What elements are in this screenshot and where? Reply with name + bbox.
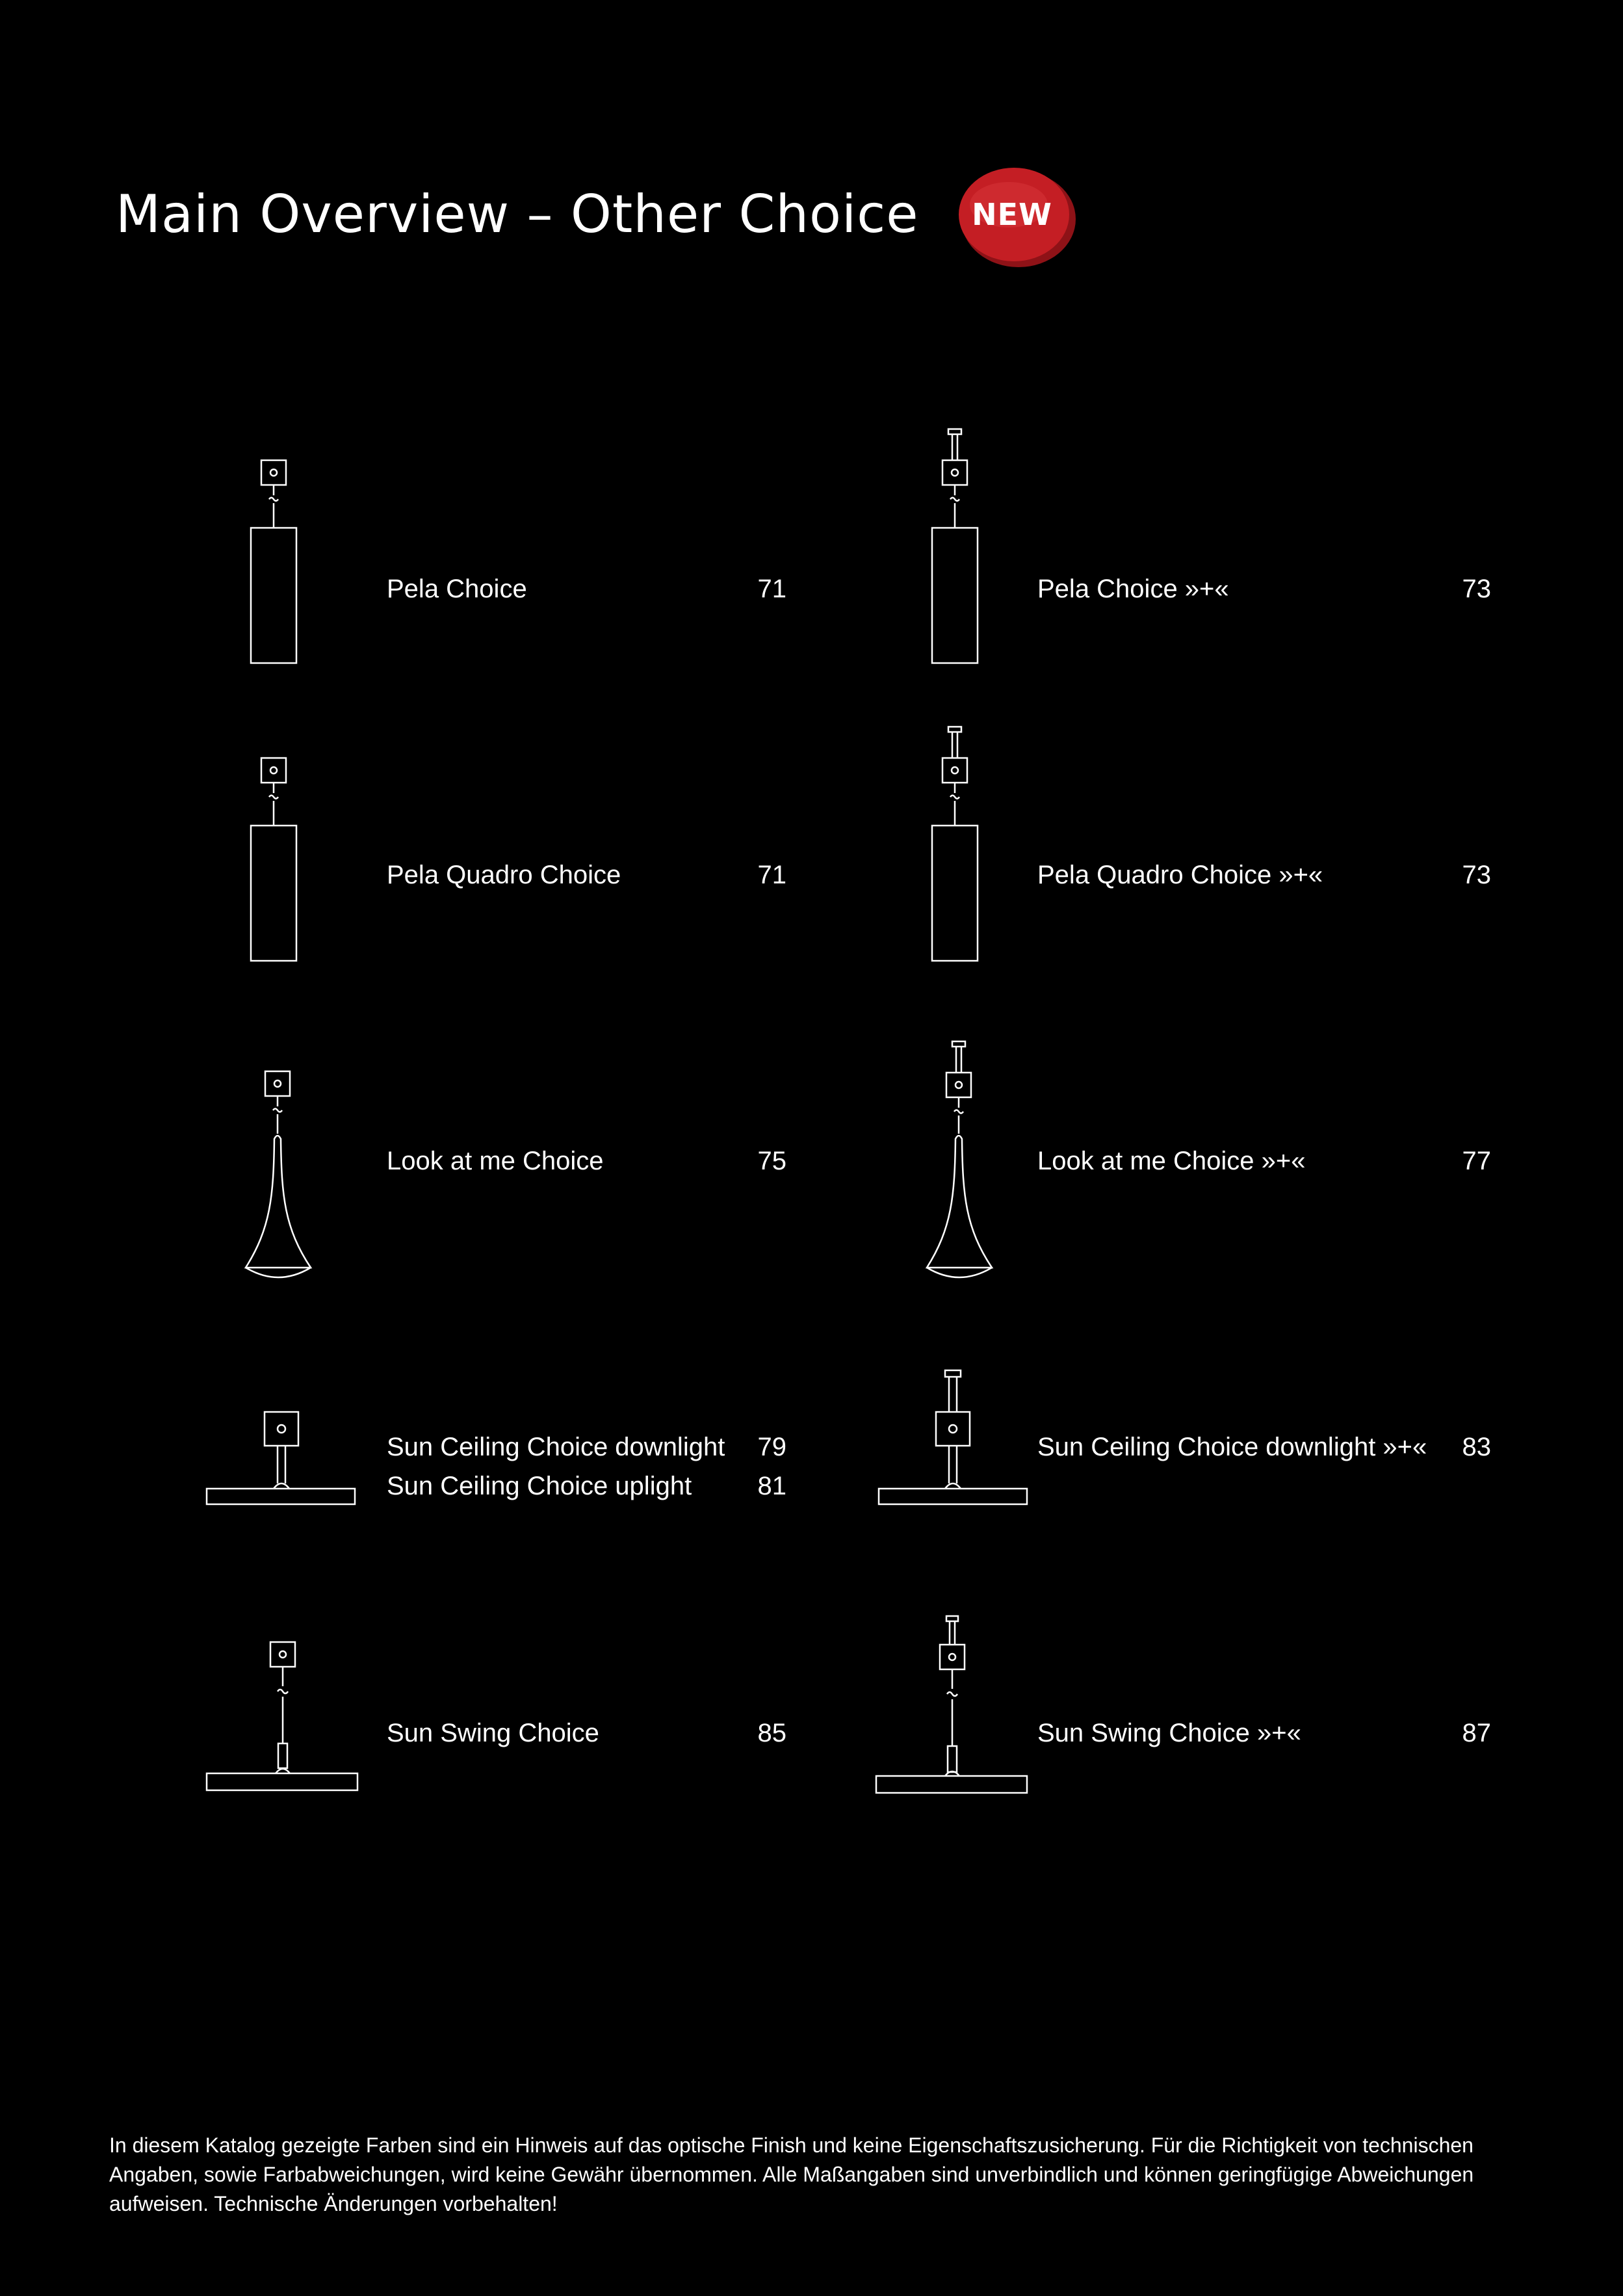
swing-bar-rod-icon (872, 1611, 1031, 1795)
pendant-square-rod-icon (926, 722, 985, 967)
product-name: Pela Choice »+« (1037, 575, 1229, 603)
page-number: 87 (1462, 1719, 1491, 1747)
product-name: Look at me Choice (387, 1147, 604, 1175)
page-number: 85 (757, 1719, 786, 1747)
page-number: 79 (757, 1433, 786, 1461)
page-number: 73 (1462, 575, 1491, 603)
product-name: Sun Ceiling Choice uplight (387, 1472, 692, 1500)
new-badge (957, 166, 1080, 270)
swing-bar-icon (203, 1636, 361, 1792)
pendant-trumpet-rod-icon (922, 1036, 997, 1287)
product-name: Sun Swing Choice (387, 1719, 599, 1747)
page-number: 77 (1462, 1147, 1491, 1175)
product-name: Sun Ceiling Choice downlight (387, 1433, 725, 1461)
product-name: Pela Choice (387, 575, 527, 603)
pendant-trumpet-icon (240, 1066, 316, 1287)
page-number: 75 (757, 1147, 786, 1175)
product-name: Pela Quadro Choice (387, 861, 621, 889)
product-name: Pela Quadro Choice »+« (1037, 861, 1323, 889)
ceiling-bar-rod-icon (875, 1365, 1031, 1508)
page-number: 73 (1462, 861, 1491, 889)
product-name: Look at me Choice »+« (1037, 1147, 1306, 1175)
page-number: 71 (757, 861, 786, 889)
product-name: Sun Ceiling Choice downlight »+« (1037, 1433, 1427, 1461)
page-number: 83 (1462, 1433, 1491, 1461)
page-number: 81 (757, 1472, 786, 1500)
page-number: 71 (757, 575, 786, 603)
pendant-cylinder-icon (244, 455, 304, 670)
pendant-square-icon (244, 753, 304, 967)
ceiling-bar-icon (203, 1404, 359, 1508)
page-title: Main Overview – Other Choice (116, 184, 919, 244)
pendant-cylinder-rod-icon (926, 424, 985, 670)
new-badge-label: NEW (972, 197, 1052, 232)
disclaimer-text: In diesem Katalog gezeigte Farben sind ein Hinweis auf das optische Finish und keine Eigenschaftszusicherung. Für die Richtigkeit von technischen Angaben, sowie Farbabweichungen, wird keine Gewähr übernommen. Alle Maßangaben sind unverbindlich und können geringfügige Abweichungen aufweisen. Technische Änderungen vorbehalten! (109, 2133, 1474, 2215)
product-name: Sun Swing Choice »+« (1037, 1719, 1301, 1747)
